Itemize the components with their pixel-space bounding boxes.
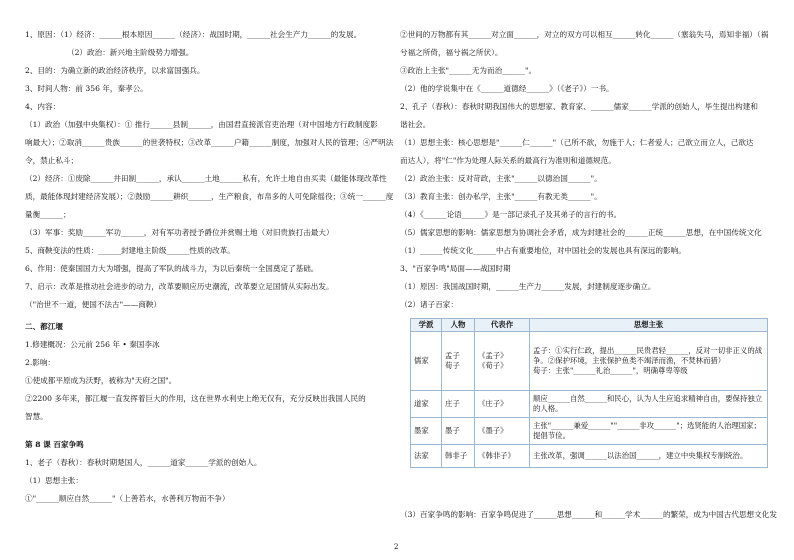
line: （1）思想主张： [25, 476, 83, 485]
line: ①使成都平原成为沃野，被称为"天府之国"。 [25, 376, 177, 385]
line: （5）儒家思想的影响：儒家思想为协调社会矛盾，成为封建社会的______正统______思想，在中国传统文化 [400, 228, 762, 237]
line: 7、启示：改革是推动社会进步的动力，改革要顺应历史潮流，改革要立足国情从实际出发。 [25, 282, 334, 291]
idea-cell: 主张"______兼爱______""______非攻______"；选贤能的人治理国家；提倡节俭。 [530, 418, 768, 445]
line: 令，禁止私斗； [25, 156, 79, 165]
line: （"治世不一道，便国不法古"——商鞅） [25, 300, 162, 309]
table-row [411, 445, 768, 468]
line: （1）______传统文化______中占有重要地位，对中国社会的发展也具有深远的影响。 [400, 246, 686, 255]
line: 3、"百家争鸣"局面——战国时期 [400, 264, 511, 273]
person-cell: 孟子 荀子 [442, 332, 475, 391]
line: 谐社会。 [400, 120, 431, 129]
table-row [411, 332, 768, 391]
lesson-heading: 第 8 课 百家争鸣 [25, 440, 84, 449]
line: （2）政治主张：反对苛政，主张"______以德治国______"。 [400, 174, 602, 183]
line: （2）诸子百家： [400, 300, 458, 309]
line: ②2200 多年来，都江堰一直发挥着巨大的作用，这在世界水利史上绝无仅有，充分反映出我国人民的 [25, 394, 366, 403]
closing-line: （3）百家争鸣的影响：百家争鸣促进了______思想______和______学术______的繁荣，成为中国古代思想文化发 [400, 510, 777, 519]
line: （4）《______论语______》是一部记录孔子及其弟子的言行的书。 [400, 210, 622, 219]
line: 质，最能体现封建经济发展）；②鼓励______耕织______，生产粮食，布帛多的人可免除徭役；③统一______度 [25, 192, 394, 201]
school-cell: 墨家 [411, 418, 442, 445]
line: （2）政治：新兴地主阶级势力增强。 [67, 48, 194, 57]
work-cell: 《孟子》 《荀子》 [475, 332, 530, 391]
table-header: 思想主张 [530, 319, 768, 332]
work-cell: 《韩非子》 [475, 445, 530, 468]
line: 1、老子（春秋）：春秋时期楚国人，______道家______学派的创始人。 [25, 458, 262, 467]
line: 兮福之所倚，福兮祸之所伏）。 [400, 48, 503, 57]
line: 智慧。 [25, 412, 48, 421]
table-header: 人物 [442, 319, 475, 332]
idea-cell: 主张改革，强调______以法治国______，建立中央集权专制统治。 [530, 445, 768, 468]
line: （1）政治（加强中央集权）：① 推行______县制______，由国君直接派官吏治理（对中国地方行政制度影 [25, 120, 378, 129]
line: 3、时间人物：前 356 年，秦孝公。 [25, 84, 148, 93]
page-number: 2 [394, 543, 399, 551]
table-header: 学派 [411, 319, 442, 332]
section-heading: 二、都江堰 [25, 322, 63, 331]
line: （3）军事：奖励______军功______，对有军功者授予爵位并赏赐土地（对旧贵族打击最大） [25, 228, 334, 237]
line: （1）思想主张：核心思想是"______仁______"（己所不欲，勿施于人；仁者爱人；己欲立而立人，己欲达 [400, 138, 754, 147]
line: （1）原因：我国战国时期，______生产力______发展，封建制度逐步确立。 [400, 282, 656, 291]
table-row [411, 418, 768, 445]
line: （3）教育主张：创办私学，主张"______有教无类______"。 [400, 192, 602, 201]
line: 而达人），将"仁"作为处理人际关系的最高行为准则和道德规范。 [400, 156, 616, 165]
person-cell: 墨子 [442, 418, 475, 445]
line: 1.修建概况：公元前 256 年 • 秦国李冰 [25, 340, 160, 349]
school-cell: 道家 [411, 391, 442, 418]
table-header: 代表作 [475, 319, 530, 332]
school-cell: 法家 [411, 445, 442, 468]
person-cell: 庄子 [442, 391, 475, 418]
line: 6、作用：使秦国国力大为增强，提高了军队的战斗力，为以后秦统一全国奠定了基础。 [25, 264, 319, 273]
line: 响最大）；②取消______贵族______的世袭特权；③改革______户籍______制度，加强对人民的管理；④严明法 [25, 138, 394, 147]
idea-cell: 顺应______自然______和民心，认为人生应追求精神自由，要保持独立的人格。 [530, 391, 768, 418]
line: 4、内容： [25, 102, 61, 111]
line: 2、目的：为确立新的政治经济秩序，以求富国强兵。 [25, 66, 205, 75]
school-cell: 儒家 [411, 332, 442, 391]
person-cell: 韩非子 [442, 445, 475, 468]
line: 1、原因：（1）经济：______根本原因______（经济）：战国时期，______社会生产力______的发展。 [25, 30, 362, 39]
line: （2）他的学说集中在《______道德经______》（《老子》）一书。 [400, 84, 614, 93]
work-cell: 《庄子》 [475, 391, 530, 418]
line: 5、商鞅变法的性质：______封建地主阶级______性质的改革。 [25, 246, 235, 255]
work-cell: 《墨子》 [475, 418, 530, 445]
line: ③政治上主张"______无为而治______"。 [400, 66, 537, 75]
idea-cell: 孟子：①实行仁政，提出______民贵君轻______，反对一切非正义的战争。②保护环境，主张保护鱼类不竭泽而渔，不焚林而猎） 荀子：主张"______礼治______"，明确尊卑等级 [530, 332, 768, 391]
line: 2.影响： [25, 358, 56, 367]
schools-table [410, 318, 768, 468]
line: 2、孔子（春秋）：春秋时期我国伟大的思想家、教育家、______儒家______学派的创始人，毕生提出构建和 [400, 102, 758, 111]
table-row [411, 391, 768, 418]
line: ①"______顺应自然______"（上善若水，水善利万物而不争） [25, 494, 230, 503]
line: （2）经济：①废除______井田制______，承认______土地______私有，允许土地自由买卖（最能体现改革性 [25, 174, 387, 183]
line: 量衡______； [25, 210, 71, 219]
line: ②世间的万物都有其______对立面______，对立的双方可以相互______转化______（塞翁失马，焉知非福）（祸 [400, 30, 769, 39]
